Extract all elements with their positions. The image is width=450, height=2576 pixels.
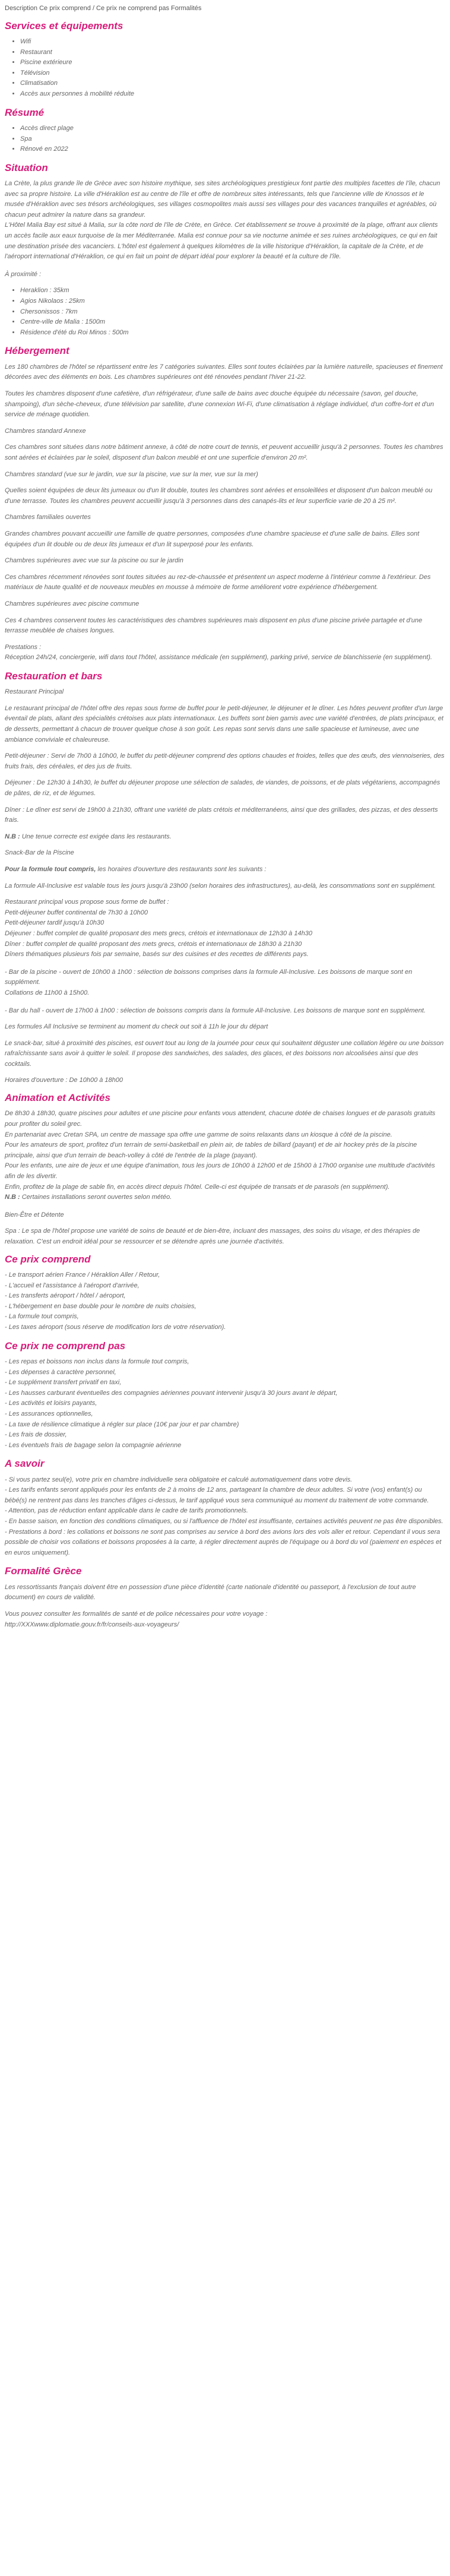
wellness-title: Bien-Être et Détente bbox=[5, 1211, 64, 1219]
prestations bbox=[5, 643, 445, 663]
resume-list bbox=[5, 124, 445, 155]
included-item: - Les taxes aéroport (sous réserve de modification lors de votre réservation). bbox=[5, 1323, 226, 1331]
list-item: • Accès direct plage bbox=[20, 124, 445, 134]
included-item: - L'hébergement en base double pour le nombre de nuits choisies, bbox=[5, 1302, 197, 1310]
formule-line bbox=[5, 865, 445, 875]
list-item: • Accès aux personnes à mobilité réduite bbox=[20, 89, 445, 100]
good-to-know-list bbox=[5, 1475, 445, 1559]
schedule-line: Dîners thématiques plusieurs fois par semaine, basés sur des cuisines et des recettes de différents pays. bbox=[5, 951, 309, 958]
list-item: • Rénové en 2022 bbox=[20, 144, 445, 155]
services-title: Services et équipements bbox=[5, 20, 123, 31]
list-item: • Heraklion : 35km bbox=[20, 286, 445, 296]
header-line: Description Ce prix comprend / Ce prix ne comprend pas Formalités bbox=[5, 5, 202, 12]
pool-bar-line: Collations de 11h00 à 15h00. bbox=[5, 989, 90, 996]
good-to-know-item: - Les tarifs enfants seront appliqués pour les enfants de 2 à moins de 12 ans, partageant la chambre de deux adultes. Si votre (vos) enfant(s) ou bébé(s) ne rentrent pas dans les tranches d'âges ci-dessus, le tarif appliqué vous sera communiqué au moment du traitement de votre commande. bbox=[5, 1486, 429, 1504]
proximite-list bbox=[5, 286, 445, 338]
list-item: • Résidence d'été du Roi Minos : 500m bbox=[20, 328, 445, 338]
all-inclusive-text: La formule All-Inclusive est valable tous les jours jusqu'à 23h00 (selon horaires des infrastructures), au-delà, les consommations sont en supplément. bbox=[5, 882, 436, 890]
room-category-text: Quelles soient équipées de deux lits jumeaux ou d'un lit double, toutes les chambres sont aérées et ensoleillées et disposent d'un balcon meublé ou d'une terrasse. Toutes les chambres peuvent accueillir jusqu'à 3 personnes dans des canapés-lits et leur superficie varie de 20 à 25 m². bbox=[5, 487, 433, 505]
nb-text: Certaines installations seront ouvertes selon météo. bbox=[20, 1194, 172, 1201]
nb-label: N.B : bbox=[5, 1194, 20, 1201]
list-item: • Chersonissos : 7km bbox=[20, 307, 445, 318]
list-item: • Agios Nikolaos : 25km bbox=[20, 296, 445, 307]
prestations-text: Réception 24h/24, conciergerie, wifi dans tout l'hôtel, assistance médicale (en supplément), parking privé, service de blanchisserie (en supplément). bbox=[5, 654, 432, 662]
list-item: • Restaurant bbox=[20, 48, 445, 58]
formalities-text: Les ressortissants français doivent être en possession d'une pièce d'identité (carte nationale d'identité ou passeport, à l'exclusion de tout autre document) en cours de validité. bbox=[5, 1583, 416, 1602]
included-item: - L'accueil et l'assistance à l'aéroport d'arrivée, bbox=[5, 1281, 140, 1289]
dinner-text: Dîner : Le dîner est servi de 19h00 à 21h30, offrant une variété de plats crétois et méditerranéens, ainsi que des grillades, des pizzas, et des desserts frais. bbox=[5, 806, 438, 824]
animation-line: Pour les enfants, une aire de jeux et une équipe d'animation, tous les jours de 10h00 à 12h00 et de 15h00 à 17h00 organise une multitude d'activités afin de les divertir. bbox=[5, 1162, 435, 1181]
animation-line: De 8h30 à 18h30, quatre piscines pour adultes et une piscine pour enfants vous attendent, chacune dotée de chaises longues et de parasols gratuits pour profiter du soleil grec. bbox=[5, 1110, 436, 1128]
schedule-line: Dîner : buffet complet de qualité proposant des mets grecs, crétois et internationaux de 18h30 à 21h30 bbox=[5, 940, 302, 948]
formalities-title: Formalité Grèce bbox=[5, 1565, 82, 1577]
included-list bbox=[5, 1270, 445, 1333]
not-included-item: - Les repas et boissons non inclus dans la formule tout compris, bbox=[5, 1357, 189, 1365]
not-included-item: - Les activités et loisirs payants, bbox=[5, 1400, 97, 1407]
animation-line: Enfin, profitez de la plage de sable fin, en accès direct depuis l'hôtel. Celle-ci est équipée de transats et de parasols (en supplément). bbox=[5, 1183, 390, 1191]
good-to-know-item: - En basse saison, en fonction des conditions climatiques, ou si l'affluence de l'hôtel est insuffisante, certaines activités peuvent ne pas être disponibles. bbox=[5, 1518, 443, 1526]
pool-bar-line: - Bar de la piscine - ouvert de 10h00 à 1h00 : sélection de boissons comprises dans la formule All-Inclusive. Les boissons de marque sont en supplément. bbox=[5, 968, 413, 986]
list-item: • Wifi bbox=[20, 37, 445, 48]
included-item: - Les transferts aéroport / hôtel / aéroport, bbox=[5, 1292, 126, 1300]
animation-line: Pour les amateurs de sport, profitez d'un terrain de semi-basketball en plein air, de tables de billard (payant) et de air hockey près de la piscine principale, ainsi que d'un terrain de beach-volley à côté de l'entrée de la plage (payant). bbox=[5, 1141, 417, 1159]
good-to-know-item: - Attention, pas de réduction enfant applicable dans le cadre de tarifs promotionnels. bbox=[5, 1507, 248, 1515]
not-included-item: - Les dépenses à caractère personnel, bbox=[5, 1368, 116, 1376]
list-item: • Climatisation bbox=[20, 78, 445, 89]
restauration-title: Restauration et bars bbox=[5, 670, 103, 682]
room-category-title: Chambres familiales ouvertes bbox=[5, 514, 91, 521]
restaurant-principal-text: Le restaurant principal de l'hôtel offre des repas sous forme de buffet pour le petit-déjeuner, le déjeuner et le dîner. Les hôtes peuvent profiter d'un large éventail de plats, allant des spécialités crétoises aux plats internationaux. Les buffets sont bien garnis avec une variété d'entrées, de plats principaux, et de desserts, permettant à chacun de trouver quelque chose à son goût. Les repas sont servis dans une salle spacieuse et lumineuse, avec une ambiance conviviale et chaleureuse. bbox=[5, 704, 443, 743]
good-to-know-item: - Prestations à bord : les collations et boissons ne sont pas comprises au service à bord des avions lors des vols aller et retour. Cependant il vous sera possible de choisir vos collations et boissons proposées à la carte, à régler directement auprès de l'équipage ou à bord du vol (paiement en espèces et en euros uniquement). bbox=[5, 1528, 442, 1556]
situation-title: Situation bbox=[5, 162, 48, 173]
schedule-line: Déjeuner : buffet complet de qualité proposant des mets grecs, crétois et internationaux de 12h30 à 14h30 bbox=[5, 929, 312, 937]
not-included-list bbox=[5, 1357, 445, 1451]
opening-hours: Horaires d'ouverture : De 10h00 à 18h00 bbox=[5, 1077, 123, 1084]
animation-nb-line bbox=[5, 1192, 445, 1203]
formule-text: les horaires d'ouverture des restaurants sont les suivants : bbox=[96, 865, 267, 873]
included-item: - La formule tout compris, bbox=[5, 1313, 79, 1321]
not-included-item: - Les éventuels frais de bagage selon la compagnie aérienne bbox=[5, 1441, 182, 1449]
room-category-title: Chambres standard (vue sur le jardin, vue sur la piscine, vue sur la mer, vue sur la mer) bbox=[5, 470, 258, 478]
not-included-item: - Les frais de dossier, bbox=[5, 1431, 67, 1439]
good-to-know-title: A savoir bbox=[5, 1458, 45, 1470]
schedule-line: Restaurant principal vous propose sous forme de buffet : bbox=[5, 898, 169, 906]
animation-text bbox=[5, 1109, 445, 1202]
list-item: • Télévision bbox=[20, 68, 445, 79]
animation-title: Animation et Activités bbox=[5, 1092, 110, 1104]
snack-bar-text: Le snack-bar, situé à proximité des piscines, est ouvert tout au long de la journée pour ceux qui souhaitent déguster une collation légère ou une boisson rafraîchissante sans avoir à quitter le soleil. Il propose des sandwiches, des salades, des glaces, et des boissons non alcoolisées ainsi que des cocktails. bbox=[5, 1039, 444, 1068]
included-title: Ce prix comprend bbox=[5, 1253, 91, 1265]
room-category-title: Chambres supérieures avec piscine commune bbox=[5, 600, 140, 607]
room-category-title: Chambres supérieures avec vue sur la piscine ou sur le jardin bbox=[5, 557, 183, 565]
hebergement-equipment: Toutes les chambres disposent d'une cafetière, d'un réfrigérateur, d'une salle de bains avec douche équipée du nécessaire (savon, gel douche, shampoing), d'un sèche-cheveux, d'une télévision par satellite, d'une connexion Wi-Fi, d'une climatisation à réglage individuel, d'un coffre-fort et d'un service de ménage quotidien. bbox=[5, 390, 435, 419]
lobby-bar-info: - Bar du hall - ouvert de 17h00 à 1h00 : sélection de boissons compris dans la formule All-Inclusive. Les boissons de marque sont en supplément. bbox=[5, 1007, 426, 1014]
room-category-text: Ces chambres sont situées dans notre bâtiment annexe, à côté de notre court de tennis, et peuvent accueillir jusqu'à 2 personnes. Toutes les chambres sont aérées et éclairées par le soleil, disposent d'un balcon meublé et ont une superficie d'environ 20 m². bbox=[5, 444, 443, 461]
included-item: - Le transport aérien France / Héraklion Aller / Retour, bbox=[5, 1271, 160, 1278]
list-item: • Piscine extérieure bbox=[20, 58, 445, 68]
list-item: • Spa bbox=[20, 134, 445, 145]
situation-para-2: L'Hôtel Malia Bay est situé à Malia, sur la côte nord de l'île de Crète, en Grèce. Cet établissement se trouve à proximité de la plage, offrant aux clients un accès facile aux eaux turquoise de la mer Méditerranée. Malia est connue pour sa vie nocturne animée et ses ruines archéologiques, ce qui en fait une destination prisée des vacanciers. L'hôtel est également à quelques kilomètres de la ville historique d'Héraklion, la capitale de la Crète, et de l'aéroport international d'Héraklion, ce qui en fait un point de départ idéal pour explorer la beauté et la culture de l'île. bbox=[5, 221, 438, 261]
list-item: • Centre-ville de Malia : 1500m bbox=[20, 317, 445, 328]
lunch-text: Déjeuner : De 12h30 à 14h30, le buffet du déjeuner propose une sélection de salades, de viandes, de poissons, et de plats végétariens, accompagnés de pâtes, de riz, et de légumes. bbox=[5, 779, 441, 798]
prestations-label: Prestations : bbox=[5, 643, 42, 651]
room-category-title: Chambres standard Annexe bbox=[5, 427, 86, 435]
proximite-label: À proximité : bbox=[5, 270, 42, 278]
formalities-link[interactable]: http://XXXwww.diplomatie.gouv.fr/fr/conseils-aux-voyageurs/ bbox=[5, 1621, 179, 1628]
all-inclusive-end: Les formules All Inclusive se terminent au moment du check out soit à 11h le jour du départ bbox=[5, 1023, 268, 1031]
formule-label: Pour la formule tout compris, bbox=[5, 865, 96, 873]
resume-title: Résumé bbox=[5, 106, 45, 118]
not-included-title: Ce prix ne comprend pas bbox=[5, 1340, 126, 1352]
room-category-text: Ces chambres récemment rénovées sont toutes situées au rez-de-chaussée et présentent un aspect moderne à l'intérieur comme à l'extérieur. Des matériaux de haute qualité et de nouveaux meubles en mousse à mémoire de forme améliorent votre expérience d'hébergement. bbox=[5, 573, 431, 591]
restaurant-schedule bbox=[5, 897, 445, 960]
animation-line: En partenariat avec Cretan SPA, un centre de massage spa offre une gamme de soins relaxants dans un kiosque à côté de la piscine. bbox=[5, 1131, 392, 1138]
restaurant-principal-title: Restaurant Principal bbox=[5, 688, 64, 696]
not-included-item: - Les hausses carburant éventuelles des compagnies aériennes pouvant intervenir jusqu'à 30 jours avant le départ, bbox=[5, 1389, 338, 1397]
pool-bar-info bbox=[5, 967, 445, 999]
situation-text bbox=[5, 179, 445, 262]
spa-text: Spa : Le spa de l'hôtel propose une variété de soins de beauté et de bien-être, incluant des massages, des soins du visage, et des thérapies de relaxation. C'est un endroit idéal pour se ressourcer et se détendre après une journée d'activités. bbox=[5, 1227, 420, 1245]
room-category-text: Grandes chambres pouvant accueillir une famille de quatre personnes, composées d'une chambre spacieuse et d'une salle de bains. Elles sont équipées d'un lit double ou de deux lits jumeaux et d'un lit superposé pour les enfants. bbox=[5, 530, 420, 548]
schedule-line: Petit-déjeuner tardif jusqu'à 10h30 bbox=[5, 919, 104, 927]
formalities-info: Vous pouvez consulter les formalités de santé et de police nécessaires pour votre voyage : bbox=[5, 1610, 268, 1618]
nb-label: N.B : bbox=[5, 833, 20, 840]
hebergement-intro: Les 180 chambres de l'hôtel se répartissent entre les 7 catégories suivantes. Elles sont toutes éclairées par la lumière naturelle, spacieuses et finement décorées avec des éléments en bois. Les chambres supérieures ont été rénovées pendant l'hiver 21-22. bbox=[5, 363, 443, 381]
hebergement-title: Hébergement bbox=[5, 345, 69, 357]
breakfast-text: Petit-déjeuner : Servi de 7h00 à 10h00, le buffet du petit-déjeuner comprend des options chaudes et froides, telles que des œufs, des viennoiseries, des fruits frais, des céréales, et des jus de fruits. bbox=[5, 752, 445, 770]
formalities-links bbox=[5, 1609, 445, 1630]
not-included-item: - Les assurances optionnelles, bbox=[5, 1410, 93, 1417]
nb-text: Une tenue correcte est exigée dans les restaurants. bbox=[20, 833, 172, 840]
not-included-item: - La taxe de résilience climatique à régler sur place (10€ par jour et par chambre) bbox=[5, 1420, 239, 1428]
good-to-know-item: - Si vous partez seul(e), votre prix en chambre individuelle sera obligatoire et calculé automatiquement dans votre devis. bbox=[5, 1476, 353, 1483]
services-list bbox=[5, 37, 445, 100]
snack-bar-title: Snack-Bar de la Piscine bbox=[5, 849, 74, 857]
room-category-text: Ces 4 chambres conservent toutes les caractéristiques des chambres supérieures mais disposent en plus d'une piscine privée partagée et d'une terrasse meublée de chaises longues. bbox=[5, 616, 423, 635]
schedule-line: Petit-déjeuner buffet continental de 7h30 à 10h00 bbox=[5, 909, 148, 916]
not-included-item: - Le supplément transfert privatif en taxi, bbox=[5, 1379, 122, 1387]
dress-code-note bbox=[5, 832, 445, 843]
situation-para-1: La Crète, la plus grande île de Grèce avec son histoire mythique, ses sites archéologiques prestigieux font partie des multiples facettes de l'île, chacun avec sa propre histoire. La ville d'Héraklion est au centre de l'île et offre de nombreux sites intéressants, tels que l'ancienne ville de Knossos et le musée d'Héraklion avec ses trésors archéologiques, ses villages cosmopolites mais aussi ses villages pour des vacances tranquilles et agréables, où chacun peut admirer la nature dans sa grandeur. bbox=[5, 180, 441, 219]
